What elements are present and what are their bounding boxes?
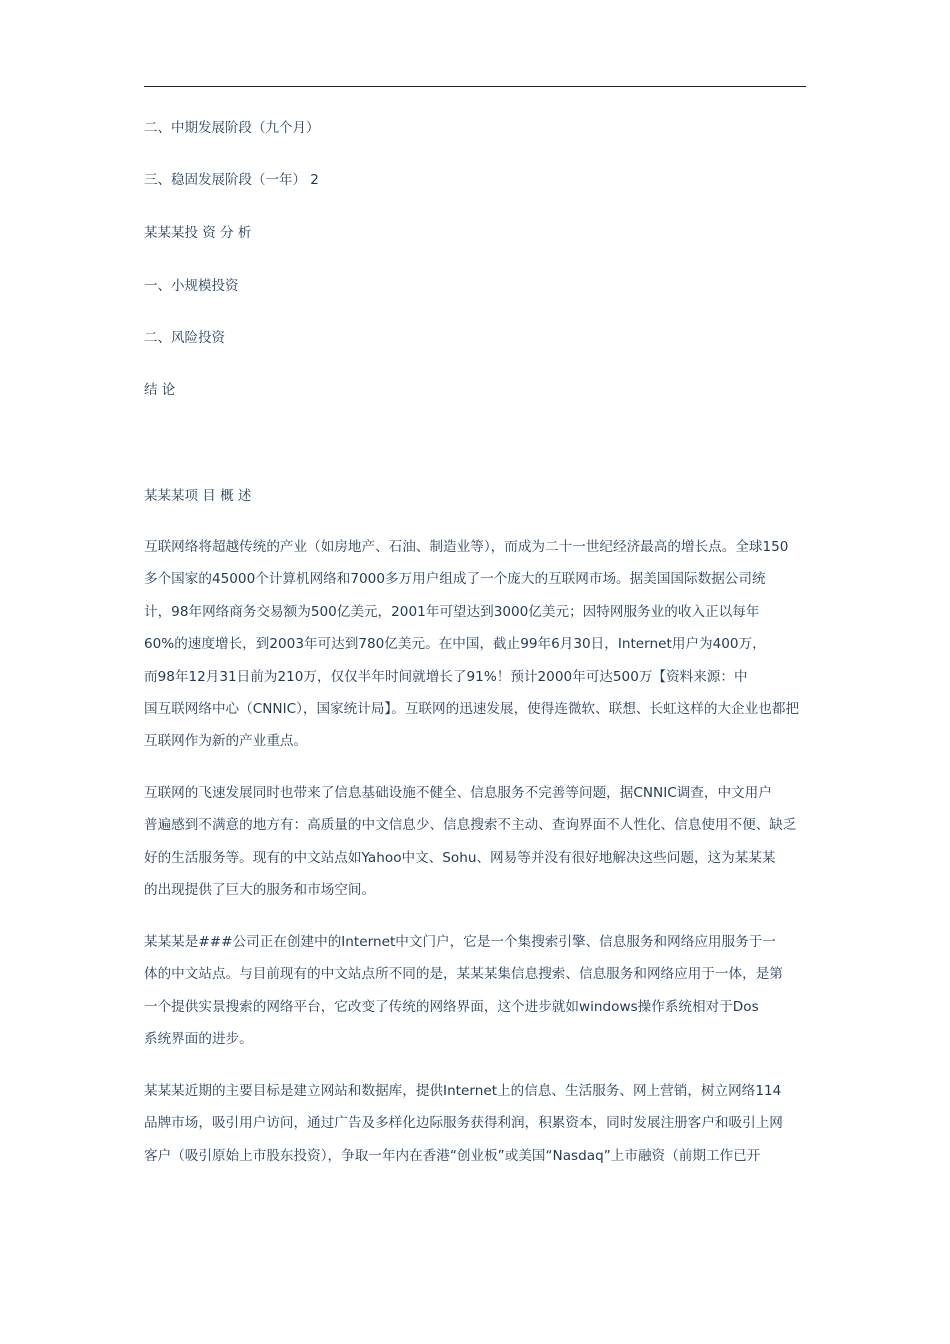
paragraph-line: 某某某近期的主要目标是建立网站和数据库，提供Internet上的信息、生活服务、网上营销，树立网络114 (144, 1083, 782, 1099)
paragraph-line: 而98年12月31日前为210万，仅仅半年时间就增长了91%！预计2000年可达500万【资料来源：中 (144, 668, 748, 685)
paragraph-line: 60%的速度增长，到2003年可达到780亿美元。在中国，截止99年6月30日，Internet用户为400万， (144, 636, 766, 653)
paragraph-line: 普遍感到不满意的地方有：高质量的中文信息少、信息搜索不主动、查询界面不人性化、信息使用不便、缺乏 (144, 817, 797, 834)
paragraph-line: 互联网的飞速发展同时也带来了信息基础设施不健全、信息服务不完善等问题，据CNNIC调查，中文用户 (144, 785, 772, 801)
paragraph-line: 好的生活服务等。现有的中文站点如Yahoo中文、Sohu、网易等并没有很好地解决这些问题，这为某某某 (144, 849, 776, 866)
toc-item: 二、风险投资 (144, 330, 225, 346)
toc-item: 某某某投 资 分 析 (144, 225, 252, 241)
paragraph-line: 互联网作为新的产业重点。 (144, 733, 308, 750)
paragraph-line: 体的中文站点。与目前现有的中文站点所不同的是，某某某集信息搜索、信息服务和网络应用于一体，是第 (144, 966, 783, 983)
paragraph-line: 国互联网络中心（CNNIC），国家统计局】。互联网的迅速发展，使得连微软、联想、长虹这样的大企业也都把 (144, 701, 800, 718)
toc-item: 三、稳固发展阶段（一年） 2 (144, 172, 319, 188)
toc-item: 结 论 (144, 382, 176, 398)
paragraph-line: 客户（吸引原始上市股东投资），争取一年内在香港“创业板”或美国“Nasdaq”上市融资（前期工作已开 (144, 1147, 761, 1164)
paragraph-line: 某某某是###公司正在创建中的Internet中文门户，它是一个集搜索引擎、信息服务和网络应用服务于一 (144, 934, 776, 950)
paragraph-line: 系统界面的进步。 (144, 1031, 253, 1048)
paragraph-line: 品牌市场，吸引用户访问，通过广告及多样化边际服务获得利润，积累资本，同时发展注册客户和吸引上网 (144, 1115, 783, 1132)
paragraph-line: 互联网络将超越传统的产业（如房地产、石油、制造业等），而成为二十一世纪经济最高的增长点。全球150 (144, 539, 789, 555)
toc-item: 一、小规模投资 (144, 278, 239, 294)
paragraph-line: 计，98年网络商务交易额为500亿美元，2001年可望达到3000亿美元；因特网服务业的收入正以每年 (144, 603, 760, 620)
paragraph (144, 926, 810, 1056)
paragraph-line: 一个提供实景搜索的网络平台，它改变了传统的网络界面，这个进步就如windows操作系统相对于Dos (144, 998, 759, 1015)
section-title: 某某某项 目 概 述 (144, 488, 252, 504)
paragraph (144, 777, 810, 907)
paragraph-line: 的出现提供了巨大的服务和市场空间。 (144, 882, 376, 899)
toc-item: 二、中期发展阶段（九个月） (144, 120, 320, 136)
header-rule (144, 86, 806, 87)
paragraph (144, 1075, 810, 1172)
paragraph (144, 531, 810, 758)
paragraph-line: 多个国家的45000个计算机网络和7000多万用户组成了一个庞大的互联网市场。据美国国际数据公司统 (144, 571, 766, 588)
